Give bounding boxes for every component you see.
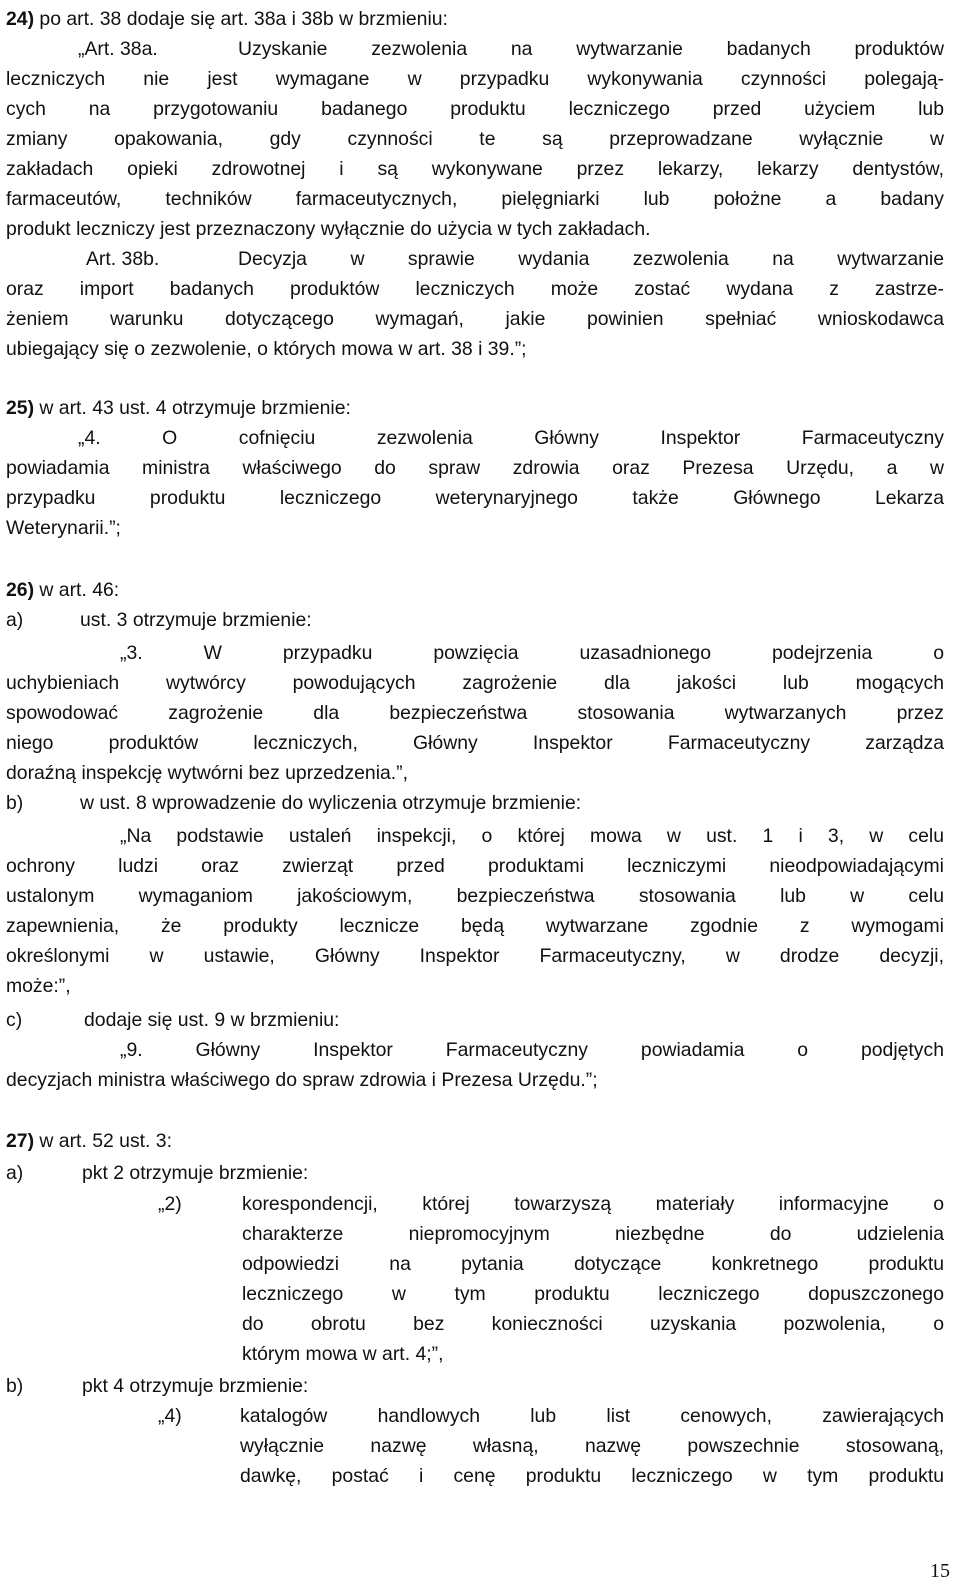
subitem-label: a)	[6, 609, 24, 631]
subitem-label: b)	[6, 792, 24, 814]
point-label: „2)	[158, 1193, 182, 1215]
point-label: „4)	[158, 1405, 182, 1427]
item-heading-text: po art. 38 dodaje się art. 38a i 38b w brzmieniu:	[34, 8, 448, 30]
subitem-label: a)	[6, 1162, 24, 1184]
text-line: katalogów handlowych lub list cenowych, zawierających	[240, 1405, 944, 1427]
text-line: ubiegający się o zezwolenie, o których mowa w art. 38 i 39.”;	[6, 338, 527, 360]
art-38b-line-1	[6, 246, 944, 272]
text-line: żeniem warunku dotyczącego wymagań, jakie powinien spełniać wnioskodawca	[6, 308, 944, 330]
text-line: doraźną inspekcję wytwórni bez uprzedzenia.”,	[6, 762, 409, 784]
item-number: 24)	[6, 8, 35, 30]
item-24-heading	[6, 6, 944, 32]
text-line: „9. Główny Inspektor Farmaceutyczny powiadamia o podjętych	[120, 1039, 944, 1061]
text-line: cych na przygotowaniu badanego produktu leczniczego przed użyciem lub	[6, 98, 944, 120]
subitem-label: c)	[6, 1009, 23, 1031]
text-line: dawkę, postać i cenę produktu leczniczego w tym produktu	[240, 1465, 944, 1487]
subitem-label: b)	[6, 1375, 24, 1397]
text-line: uchybieniach wytwórcy powodujących zagrożenie dla jakości lub mogących	[6, 672, 944, 694]
text-line: oraz import badanych produktów leczniczych może zostać wydana z zastrze-	[6, 278, 944, 300]
subitem-b	[6, 790, 944, 816]
article-label: Art. 38b.	[86, 248, 160, 270]
text-line: którym mowa w art. 4;”,	[242, 1343, 444, 1365]
text-line: farmaceutów, techników farmaceutycznych, pielęgniarki lub położne a badany	[6, 188, 944, 210]
article-label: „Art. 38a.	[78, 38, 158, 60]
text-line: zmiany opakowania, gdy czynności te są przeprowadzane wyłącznie w	[6, 128, 944, 150]
text-line: spowodować zagrożenie dla bezpieczeństwa stosowania wytwarzanych przez	[6, 702, 944, 724]
page-number: 15	[930, 1560, 950, 1582]
item-25-heading	[6, 395, 944, 421]
text-line: decyzjach ministra właściwego do spraw zdrowia i Prezesa Urzędu.”;	[6, 1069, 598, 1091]
text-line: zapewnienia, że produkty lecznicze będą wytwarzane zgodnie z wymogami	[6, 915, 944, 937]
text-line: Weterynarii.”;	[6, 517, 121, 539]
text-line: „Na podstawie ustaleń inspekcji, o której mowa w ust. 1 i 3, w celu	[120, 825, 944, 847]
art-38a-line-1	[6, 36, 944, 62]
subitem-text: pkt 4 otrzymuje brzmienie:	[82, 1375, 309, 1397]
item-number: 25)	[6, 397, 35, 419]
subitem-text: w ust. 8 wprowadzenie do wyliczenia otrzymuje brzmienie:	[80, 792, 582, 814]
subitem-text: pkt 2 otrzymuje brzmienie:	[82, 1162, 309, 1184]
text-line: odpowiedzi na pytania dotyczące konkretnego produktu	[242, 1253, 944, 1275]
item-heading-text: w art. 43 ust. 4 otrzymuje brzmienie:	[34, 397, 351, 419]
text-line: „3. W przypadku powzięcia uzasadnionego podejrzenia o	[120, 642, 944, 664]
text-line: Decyzja w sprawie wydania zezwolenia na wytwarzanie	[238, 248, 944, 270]
item-number: 27)	[6, 1130, 35, 1152]
subitem-text: dodaje się ust. 9 w brzmieniu:	[84, 1009, 340, 1031]
text-line: „4. O cofnięciu zezwolenia Główny Inspektor Farmaceutyczny	[78, 427, 944, 449]
text-line: powiadamia ministra właściwego do spraw zdrowia oraz Prezesa Urzędu, a w	[6, 457, 944, 479]
text-line: do obrotu bez konieczności uzyskania pozwolenia, o	[242, 1313, 944, 1335]
subitem-text: ust. 3 otrzymuje brzmienie:	[80, 609, 312, 631]
text-line: leczniczych nie jest wymagane w przypadku wykonywania czynności polegają-	[6, 68, 944, 90]
text-line: ochrony ludzi oraz zwierząt przed produktami leczniczymi nieodpowiadającymi	[6, 855, 944, 877]
item-27-heading	[6, 1128, 944, 1154]
text-line: zakładach opieki zdrowotnej i są wykonywane przez lekarzy, lekarzy dentystów,	[6, 158, 944, 180]
text-line: ustalonym wymaganiom jakościowym, bezpieczeństwa stosowania lub w celu	[6, 885, 944, 907]
text-line: wyłącznie nazwę własną, nazwę powszechnie stosowaną,	[240, 1435, 944, 1457]
text-line: produkt leczniczy jest przeznaczony wyłącznie do użycia w tych zakładach.	[6, 218, 651, 240]
item-heading-text: w art. 52 ust. 3:	[34, 1130, 172, 1152]
subitem-a	[6, 607, 944, 633]
subitem-b	[6, 1373, 944, 1399]
subitem-c	[6, 1007, 944, 1033]
subitem-a	[6, 1160, 944, 1186]
text-line: niego produktów leczniczych, Główny Inspektor Farmaceutyczny zarządza	[6, 732, 944, 754]
text-line: określonymi w ustawie, Główny Inspektor Farmaceutyczny, w drodze decyzji,	[6, 945, 944, 967]
text-line: może:”,	[6, 975, 71, 997]
item-26-heading	[6, 577, 944, 603]
item-number: 26)	[6, 579, 35, 601]
text-line: korespondencji, której towarzyszą materiały informacyjne o	[242, 1193, 944, 1215]
item-heading-text: w art. 46:	[34, 579, 120, 601]
text-line: Uzyskanie zezwolenia na wytwarzanie badanych produktów	[238, 38, 944, 60]
text-line: przypadku produktu leczniczego weterynaryjnego także Głównego Lekarza	[6, 487, 944, 509]
text-line: leczniczego w tym produktu leczniczego dopuszczonego	[242, 1283, 944, 1305]
text-line: charakterze niepromocyjnym niezbędne do udzielenia	[242, 1223, 944, 1245]
